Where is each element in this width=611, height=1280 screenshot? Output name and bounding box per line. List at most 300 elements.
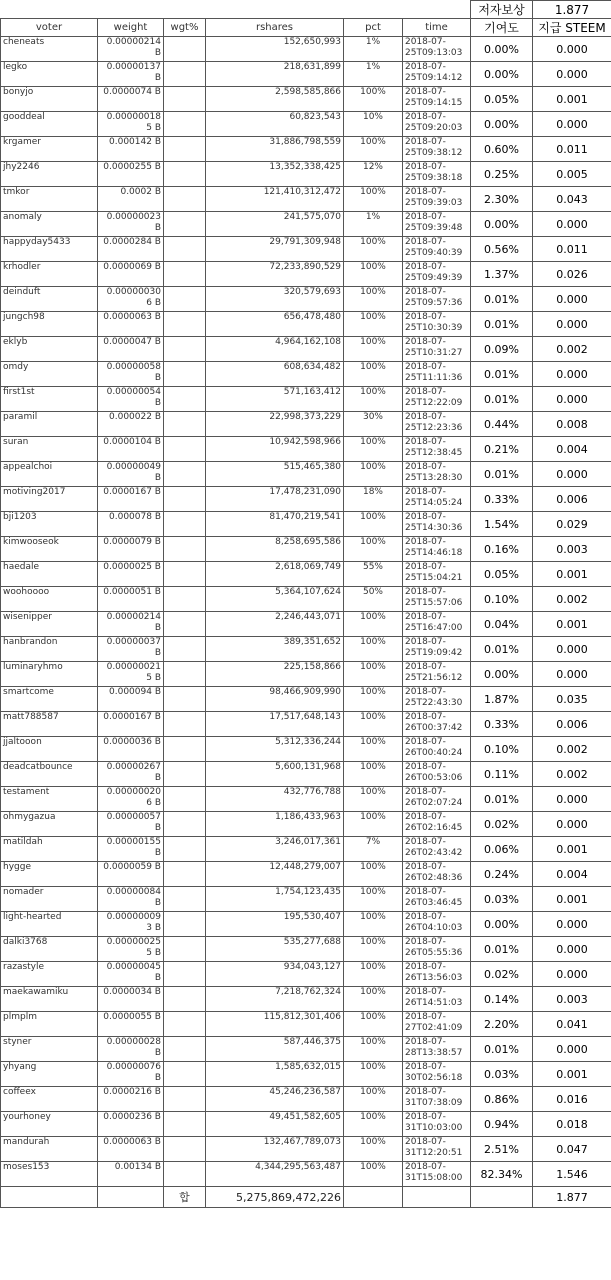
voter-cell: matildah bbox=[1, 837, 98, 862]
voter-cell: omdy bbox=[1, 362, 98, 387]
time-cell: 2018-07-26T02:48:36 bbox=[403, 862, 471, 887]
table-row bbox=[1, 512, 611, 537]
weight-cell: 0.00000049 B bbox=[98, 462, 164, 487]
rshares-cell: 2,598,585,866 bbox=[206, 87, 344, 112]
rshares-cell: 218,631,899 bbox=[206, 62, 344, 87]
table-row bbox=[1, 1012, 611, 1037]
steem-cell: 0.001 bbox=[533, 887, 611, 912]
voter-cell: bji1203 bbox=[1, 512, 98, 537]
table-row bbox=[1, 1162, 611, 1187]
pct-cell: 100% bbox=[344, 137, 403, 162]
time-cell: 2018-07-30T02:56:18 bbox=[403, 1062, 471, 1087]
contrib-cell: 0.94% bbox=[471, 1112, 533, 1137]
wgt-cell bbox=[164, 362, 206, 387]
steem-cell: 0.000 bbox=[533, 787, 611, 812]
time-cell: 2018-07-25T09:13:03 bbox=[403, 37, 471, 62]
table-row bbox=[1, 137, 611, 162]
steem-cell: 0.001 bbox=[533, 87, 611, 112]
weight-cell: 0.00000214 B bbox=[98, 612, 164, 637]
table-row bbox=[1, 762, 611, 787]
time-cell: 2018-07-25T14:05:24 bbox=[403, 487, 471, 512]
pct-cell: 100% bbox=[344, 787, 403, 812]
voter-cell: mandurah bbox=[1, 1137, 98, 1162]
reward-row bbox=[1, 1, 611, 19]
voter-cell: happyday5433 bbox=[1, 237, 98, 262]
rshares-cell: 13,352,338,425 bbox=[206, 162, 344, 187]
pct-cell: 55% bbox=[344, 562, 403, 587]
rshares-cell: 934,043,127 bbox=[206, 962, 344, 987]
rshares-cell: 5,312,336,244 bbox=[206, 737, 344, 762]
pct-cell: 100% bbox=[344, 287, 403, 312]
voter-cell: deadcatbounce bbox=[1, 762, 98, 787]
total-label: 합 bbox=[164, 1187, 206, 1208]
steem-cell: 0.001 bbox=[533, 562, 611, 587]
contrib-cell: 0.86% bbox=[471, 1087, 533, 1112]
pct-cell: 100% bbox=[344, 1112, 403, 1137]
contrib-cell: 0.04% bbox=[471, 612, 533, 637]
pct-cell: 100% bbox=[344, 387, 403, 412]
steem-cell: 0.000 bbox=[533, 637, 611, 662]
pct-cell: 100% bbox=[344, 1162, 403, 1187]
time-cell: 2018-07-25T14:30:36 bbox=[403, 512, 471, 537]
steem-cell: 0.035 bbox=[533, 687, 611, 712]
rshares-cell: 535,277,688 bbox=[206, 937, 344, 962]
wgt-cell bbox=[164, 837, 206, 862]
pct-cell: 100% bbox=[344, 737, 403, 762]
weight-cell: 0.0000034 B bbox=[98, 987, 164, 1012]
steem-cell: 0.011 bbox=[533, 137, 611, 162]
contrib-cell: 0.21% bbox=[471, 437, 533, 462]
pct-cell: 100% bbox=[344, 662, 403, 687]
pct-cell: 30% bbox=[344, 412, 403, 437]
steem-cell: 0.029 bbox=[533, 512, 611, 537]
header-voter: voter bbox=[1, 19, 98, 37]
contrib-cell: 0.24% bbox=[471, 862, 533, 887]
time-cell: 2018-07-31T10:03:00 bbox=[403, 1112, 471, 1137]
weight-cell: 0.0000036 B bbox=[98, 737, 164, 762]
wgt-cell bbox=[164, 687, 206, 712]
table-row bbox=[1, 387, 611, 412]
steem-cell: 0.016 bbox=[533, 1087, 611, 1112]
contrib-cell: 0.14% bbox=[471, 987, 533, 1012]
rshares-cell: 72,233,890,529 bbox=[206, 262, 344, 287]
wgt-cell bbox=[164, 787, 206, 812]
contrib-cell: 0.03% bbox=[471, 1062, 533, 1087]
rshares-cell: 5,364,107,624 bbox=[206, 587, 344, 612]
weight-cell: 0.00000009 3 B bbox=[98, 912, 164, 937]
total-steem: 1.877 bbox=[533, 1187, 611, 1208]
weight-cell: 0.0000236 B bbox=[98, 1112, 164, 1137]
voter-cell: yhyang bbox=[1, 1062, 98, 1087]
wgt-cell bbox=[164, 412, 206, 437]
voter-cell: cheneats bbox=[1, 37, 98, 62]
steem-cell: 0.006 bbox=[533, 487, 611, 512]
table-row bbox=[1, 837, 611, 862]
pct-cell: 50% bbox=[344, 587, 403, 612]
table-row bbox=[1, 312, 611, 337]
pct-cell: 100% bbox=[344, 1012, 403, 1037]
pct-cell: 100% bbox=[344, 237, 403, 262]
table-row bbox=[1, 362, 611, 387]
time-cell: 2018-07-26T04:10:03 bbox=[403, 912, 471, 937]
weight-cell: 0.0000284 B bbox=[98, 237, 164, 262]
steem-cell: 0.000 bbox=[533, 462, 611, 487]
weight-cell: 0.0000167 B bbox=[98, 487, 164, 512]
wgt-cell bbox=[164, 462, 206, 487]
contrib-cell: 0.10% bbox=[471, 737, 533, 762]
contrib-cell: 0.01% bbox=[471, 462, 533, 487]
weight-cell: 0.0000104 B bbox=[98, 437, 164, 462]
contrib-cell: 2.20% bbox=[471, 1012, 533, 1037]
weight-cell: 0.0000059 B bbox=[98, 862, 164, 887]
table-row bbox=[1, 887, 611, 912]
table-row bbox=[1, 1062, 611, 1087]
contrib-cell: 0.09% bbox=[471, 337, 533, 362]
time-cell: 2018-07-25T09:57:36 bbox=[403, 287, 471, 312]
weight-cell: 0.0002 B bbox=[98, 187, 164, 212]
time-cell: 2018-07-26T05:55:36 bbox=[403, 937, 471, 962]
time-cell: 2018-07-25T12:38:45 bbox=[403, 437, 471, 462]
rshares-cell: 1,585,632,015 bbox=[206, 1062, 344, 1087]
wgt-cell bbox=[164, 187, 206, 212]
contrib-cell: 0.16% bbox=[471, 537, 533, 562]
wgt-cell bbox=[164, 37, 206, 62]
voter-cell: kimwooseok bbox=[1, 537, 98, 562]
voter-cell: coffeex bbox=[1, 1087, 98, 1112]
voter-cell: jhy2246 bbox=[1, 162, 98, 187]
table-row bbox=[1, 262, 611, 287]
rshares-cell: 115,812,301,406 bbox=[206, 1012, 344, 1037]
steem-cell: 0.005 bbox=[533, 162, 611, 187]
header-time: time bbox=[403, 19, 471, 37]
pct-cell: 100% bbox=[344, 612, 403, 637]
contrib-cell: 0.02% bbox=[471, 962, 533, 987]
steem-cell: 0.002 bbox=[533, 337, 611, 362]
weight-cell: 0.00000045 B bbox=[98, 962, 164, 987]
rshares-cell: 45,246,236,587 bbox=[206, 1087, 344, 1112]
wgt-cell bbox=[164, 912, 206, 937]
time-cell: 2018-07-25T15:04:21 bbox=[403, 562, 471, 587]
contrib-cell: 0.01% bbox=[471, 637, 533, 662]
time-cell: 2018-07-25T12:23:36 bbox=[403, 412, 471, 437]
pct-cell: 100% bbox=[344, 762, 403, 787]
wgt-cell bbox=[164, 437, 206, 462]
steem-cell: 0.043 bbox=[533, 187, 611, 212]
time-cell: 2018-07-31T07:38:09 bbox=[403, 1087, 471, 1112]
contrib-cell: 1.37% bbox=[471, 262, 533, 287]
total-row bbox=[1, 1187, 611, 1208]
wgt-cell bbox=[164, 937, 206, 962]
rshares-cell: 432,776,788 bbox=[206, 787, 344, 812]
weight-cell: 0.00000054 B bbox=[98, 387, 164, 412]
time-cell: 2018-07-25T10:31:27 bbox=[403, 337, 471, 362]
rshares-cell: 152,650,993 bbox=[206, 37, 344, 62]
table-row bbox=[1, 162, 611, 187]
contrib-cell: 0.05% bbox=[471, 562, 533, 587]
contrib-cell: 0.00% bbox=[471, 37, 533, 62]
voter-cell: smartcome bbox=[1, 687, 98, 712]
table-row bbox=[1, 62, 611, 87]
weight-cell: 0.00000267 B bbox=[98, 762, 164, 787]
pct-cell: 1% bbox=[344, 62, 403, 87]
weight-cell: 0.00000137 B bbox=[98, 62, 164, 87]
time-cell: 2018-07-25T09:39:48 bbox=[403, 212, 471, 237]
contrib-cell: 0.00% bbox=[471, 212, 533, 237]
contrib-cell: 0.11% bbox=[471, 762, 533, 787]
steem-cell: 0.000 bbox=[533, 812, 611, 837]
contrib-cell: 0.01% bbox=[471, 362, 533, 387]
wgt-cell bbox=[164, 812, 206, 837]
voter-cell: dalki3768 bbox=[1, 937, 98, 962]
contrib-cell: 0.10% bbox=[471, 587, 533, 612]
rshares-cell: 241,575,070 bbox=[206, 212, 344, 237]
weight-cell: 0.00000076 B bbox=[98, 1062, 164, 1087]
table-row bbox=[1, 912, 611, 937]
wgt-cell bbox=[164, 162, 206, 187]
time-cell: 2018-07-25T09:38:12 bbox=[403, 137, 471, 162]
pct-cell: 100% bbox=[344, 1087, 403, 1112]
voter-cell: krhodler bbox=[1, 262, 98, 287]
weight-cell: 0.00000030 6 B bbox=[98, 287, 164, 312]
contrib-cell: 0.01% bbox=[471, 787, 533, 812]
steem-cell: 0.001 bbox=[533, 837, 611, 862]
time-cell: 2018-07-26T02:43:42 bbox=[403, 837, 471, 862]
pct-cell: 100% bbox=[344, 1062, 403, 1087]
weight-cell: 0.00000155 B bbox=[98, 837, 164, 862]
header-steem: 지급 STEEM bbox=[533, 19, 611, 37]
wgt-cell bbox=[164, 562, 206, 587]
pct-cell: 18% bbox=[344, 487, 403, 512]
contrib-cell: 0.56% bbox=[471, 237, 533, 262]
wgt-cell bbox=[164, 1062, 206, 1087]
wgt-cell bbox=[164, 712, 206, 737]
steem-cell: 0.000 bbox=[533, 387, 611, 412]
steem-cell: 0.000 bbox=[533, 287, 611, 312]
rshares-cell: 132,467,789,073 bbox=[206, 1137, 344, 1162]
pct-cell: 100% bbox=[344, 862, 403, 887]
table-row bbox=[1, 1137, 611, 1162]
rshares-cell: 3,246,017,361 bbox=[206, 837, 344, 862]
time-cell: 2018-07-25T16:47:00 bbox=[403, 612, 471, 637]
pct-cell: 100% bbox=[344, 637, 403, 662]
weight-cell: 0.000078 B bbox=[98, 512, 164, 537]
contrib-cell: 0.01% bbox=[471, 387, 533, 412]
voter-cell: first1st bbox=[1, 387, 98, 412]
rshares-cell: 195,530,407 bbox=[206, 912, 344, 937]
time-cell: 2018-07-25T09:39:03 bbox=[403, 187, 471, 212]
steem-cell: 0.000 bbox=[533, 962, 611, 987]
time-cell: 2018-07-25T13:28:30 bbox=[403, 462, 471, 487]
time-cell: 2018-07-25T21:56:12 bbox=[403, 662, 471, 687]
contrib-cell: 0.01% bbox=[471, 312, 533, 337]
rshares-cell: 49,451,582,605 bbox=[206, 1112, 344, 1137]
voter-cell: luminaryhmo bbox=[1, 662, 98, 687]
wgt-cell bbox=[164, 1037, 206, 1062]
rshares-cell: 4,964,162,108 bbox=[206, 337, 344, 362]
rshares-cell: 515,465,380 bbox=[206, 462, 344, 487]
table-row bbox=[1, 237, 611, 262]
steem-cell: 0.026 bbox=[533, 262, 611, 287]
contrib-cell: 0.00% bbox=[471, 662, 533, 687]
table-row bbox=[1, 212, 611, 237]
reward-label: 저자보상 bbox=[471, 1, 533, 19]
pct-cell: 100% bbox=[344, 987, 403, 1012]
wgt-cell bbox=[164, 337, 206, 362]
voter-cell: matt788587 bbox=[1, 712, 98, 737]
table-row bbox=[1, 37, 611, 62]
table-row bbox=[1, 1037, 611, 1062]
weight-cell: 0.00000028 B bbox=[98, 1037, 164, 1062]
pct-cell: 10% bbox=[344, 112, 403, 137]
wgt-cell bbox=[164, 737, 206, 762]
rshares-cell: 31,886,798,559 bbox=[206, 137, 344, 162]
time-cell: 2018-07-26T00:40:24 bbox=[403, 737, 471, 762]
wgt-cell bbox=[164, 62, 206, 87]
weight-cell: 0.0000069 B bbox=[98, 262, 164, 287]
table-row bbox=[1, 562, 611, 587]
table-row bbox=[1, 287, 611, 312]
wgt-cell bbox=[164, 137, 206, 162]
steem-cell: 0.002 bbox=[533, 762, 611, 787]
wgt-cell bbox=[164, 1162, 206, 1187]
pct-cell: 7% bbox=[344, 837, 403, 862]
voter-cell: razastyle bbox=[1, 962, 98, 987]
pct-cell: 100% bbox=[344, 362, 403, 387]
contrib-cell: 0.01% bbox=[471, 937, 533, 962]
wgt-cell bbox=[164, 662, 206, 687]
time-cell: 2018-07-26T02:16:45 bbox=[403, 812, 471, 837]
steem-cell: 0.000 bbox=[533, 312, 611, 337]
voter-cell: deinduft bbox=[1, 287, 98, 312]
table-row bbox=[1, 862, 611, 887]
weight-cell: 0.0000079 B bbox=[98, 537, 164, 562]
contrib-cell: 0.25% bbox=[471, 162, 533, 187]
pct-cell: 100% bbox=[344, 812, 403, 837]
table-row bbox=[1, 487, 611, 512]
table-row bbox=[1, 1087, 611, 1112]
contrib-cell: 0.00% bbox=[471, 112, 533, 137]
rshares-cell: 7,218,762,324 bbox=[206, 987, 344, 1012]
pct-cell: 100% bbox=[344, 512, 403, 537]
voter-cell: appealchoi bbox=[1, 462, 98, 487]
header-weight: weight bbox=[98, 19, 164, 37]
voter-cell: testament bbox=[1, 787, 98, 812]
contrib-cell: 82.34% bbox=[471, 1162, 533, 1187]
wgt-cell bbox=[164, 387, 206, 412]
weight-cell: 0.0000255 B bbox=[98, 162, 164, 187]
rshares-cell: 5,600,131,968 bbox=[206, 762, 344, 787]
rshares-cell: 2,618,069,749 bbox=[206, 562, 344, 587]
steem-cell: 1.546 bbox=[533, 1162, 611, 1187]
voter-cell: styner bbox=[1, 1037, 98, 1062]
steem-cell: 0.008 bbox=[533, 412, 611, 437]
steem-cell: 0.000 bbox=[533, 37, 611, 62]
weight-cell: 0.0000063 B bbox=[98, 312, 164, 337]
steem-cell: 0.047 bbox=[533, 1137, 611, 1162]
table-row bbox=[1, 412, 611, 437]
steem-cell: 0.018 bbox=[533, 1112, 611, 1137]
time-cell: 2018-07-27T02:41:09 bbox=[403, 1012, 471, 1037]
steem-cell: 0.004 bbox=[533, 862, 611, 887]
table-row bbox=[1, 637, 611, 662]
wgt-cell bbox=[164, 312, 206, 337]
wgt-cell bbox=[164, 112, 206, 137]
weight-cell: 0.0000025 B bbox=[98, 562, 164, 587]
header-row bbox=[1, 19, 611, 37]
time-cell: 2018-07-25T22:43:30 bbox=[403, 687, 471, 712]
time-cell: 2018-07-25T11:11:36 bbox=[403, 362, 471, 387]
pct-cell: 1% bbox=[344, 37, 403, 62]
wgt-cell bbox=[164, 762, 206, 787]
time-cell: 2018-07-25T14:46:18 bbox=[403, 537, 471, 562]
weight-cell: 0.00000025 5 B bbox=[98, 937, 164, 962]
voter-cell: krgamer bbox=[1, 137, 98, 162]
rshares-cell: 17,478,231,090 bbox=[206, 487, 344, 512]
rshares-cell: 389,351,652 bbox=[206, 637, 344, 662]
time-cell: 2018-07-31T12:20:51 bbox=[403, 1137, 471, 1162]
weight-cell: 0.00000057 B bbox=[98, 812, 164, 837]
table-row bbox=[1, 812, 611, 837]
table-row bbox=[1, 337, 611, 362]
time-cell: 2018-07-26T03:46:45 bbox=[403, 887, 471, 912]
voter-cell: gooddeal bbox=[1, 112, 98, 137]
rshares-cell: 608,634,482 bbox=[206, 362, 344, 387]
contrib-cell: 0.02% bbox=[471, 812, 533, 837]
pct-cell: 100% bbox=[344, 912, 403, 937]
table-row bbox=[1, 612, 611, 637]
rshares-cell: 320,579,693 bbox=[206, 287, 344, 312]
voter-cell: light-hearted bbox=[1, 912, 98, 937]
weight-cell: 0.00000058 B bbox=[98, 362, 164, 387]
contrib-cell: 1.87% bbox=[471, 687, 533, 712]
table-row bbox=[1, 662, 611, 687]
rshares-cell: 1,754,123,435 bbox=[206, 887, 344, 912]
voter-cell: ohmygazua bbox=[1, 812, 98, 837]
wgt-cell bbox=[164, 1012, 206, 1037]
weight-cell: 0.00000018 5 B bbox=[98, 112, 164, 137]
wgt-cell bbox=[164, 237, 206, 262]
time-cell: 2018-07-25T15:57:06 bbox=[403, 587, 471, 612]
voter-cell: woohoooo bbox=[1, 587, 98, 612]
contrib-cell: 2.30% bbox=[471, 187, 533, 212]
voter-cell: haedale bbox=[1, 562, 98, 587]
rshares-cell: 81,470,219,541 bbox=[206, 512, 344, 537]
time-cell: 2018-07-26T00:37:42 bbox=[403, 712, 471, 737]
table-row bbox=[1, 537, 611, 562]
steem-cell: 0.000 bbox=[533, 937, 611, 962]
contrib-cell: 0.06% bbox=[471, 837, 533, 862]
wgt-cell bbox=[164, 287, 206, 312]
table-row bbox=[1, 462, 611, 487]
weight-cell: 0.0000074 B bbox=[98, 87, 164, 112]
steem-cell: 0.000 bbox=[533, 912, 611, 937]
weight-cell: 0.00000020 6 B bbox=[98, 787, 164, 812]
voter-cell: maekawamiku bbox=[1, 987, 98, 1012]
weight-cell: 0.00000084 B bbox=[98, 887, 164, 912]
voter-cell: jungch98 bbox=[1, 312, 98, 337]
contrib-cell: 2.51% bbox=[471, 1137, 533, 1162]
time-cell: 2018-07-25T10:30:39 bbox=[403, 312, 471, 337]
pct-cell: 100% bbox=[344, 887, 403, 912]
weight-cell: 0.000142 B bbox=[98, 137, 164, 162]
table-row bbox=[1, 737, 611, 762]
time-cell: 2018-07-26T14:51:03 bbox=[403, 987, 471, 1012]
rshares-cell: 22,998,373,229 bbox=[206, 412, 344, 437]
voter-cell: anomaly bbox=[1, 212, 98, 237]
contrib-cell: 0.33% bbox=[471, 487, 533, 512]
wgt-cell bbox=[164, 1112, 206, 1137]
table-row bbox=[1, 937, 611, 962]
